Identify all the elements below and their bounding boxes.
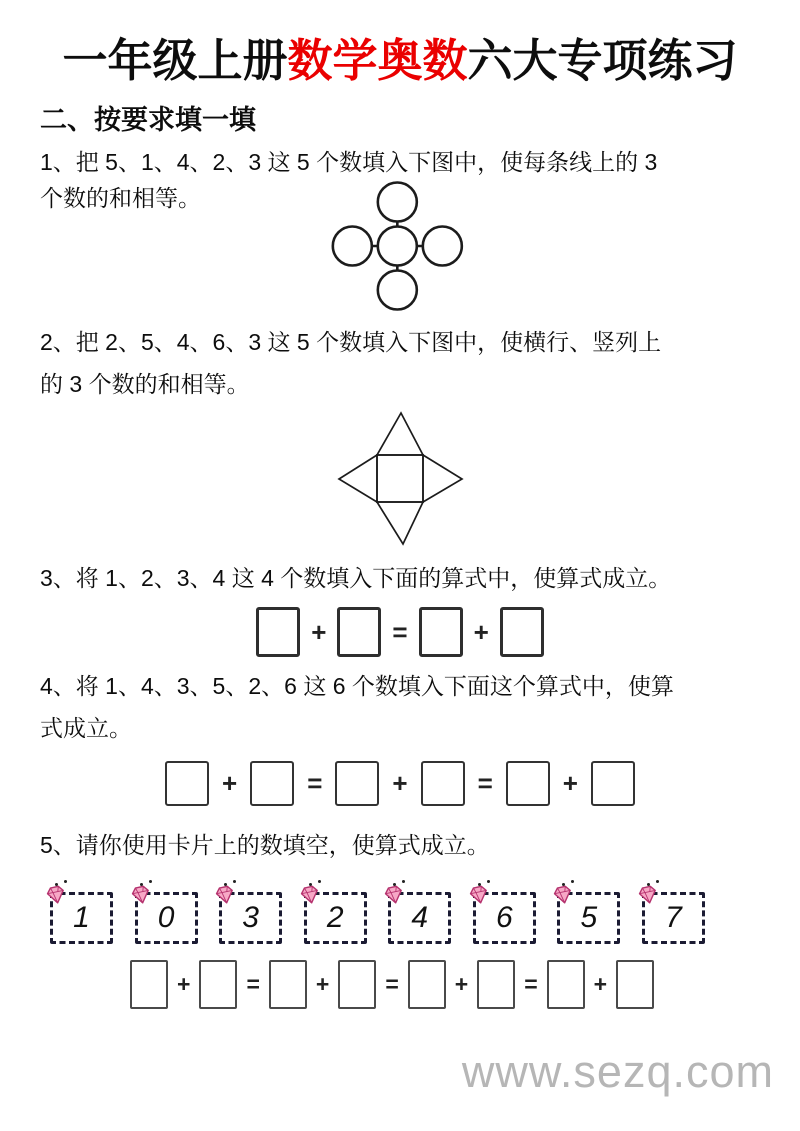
number-card [642, 892, 705, 944]
answer-box [500, 607, 544, 657]
answer-box [408, 960, 446, 1009]
operator-equals: = [524, 971, 538, 998]
answer-box [337, 607, 381, 657]
site-watermark: www.sezq.com [461, 1046, 774, 1097]
operator-plus: + [222, 768, 238, 799]
answer-box [591, 761, 635, 806]
number-card [219, 892, 282, 944]
circle-bottom [378, 271, 417, 310]
gem-icon [213, 885, 237, 905]
circle-connectors [372, 222, 423, 271]
number-card [304, 892, 367, 944]
card-digit: 0 [157, 901, 175, 935]
square-with-triangles-diagram [331, 405, 469, 549]
answer-box [338, 960, 376, 1009]
question-3-equation [40, 607, 760, 657]
card-digit: 2 [326, 901, 344, 935]
question-3-line-1: 3、将 1、2、3、4 这 4 个数填入下面的算式中，使算式成立。 [40, 565, 672, 592]
question-1-line-2: 个数的和相等。 [40, 185, 201, 212]
question-2-line-1: 2、把 2、5、4、6、3 这 5 个数填入下图中，使横行、竖列上 [40, 329, 662, 356]
number-cards-row [50, 892, 705, 944]
number-card [388, 892, 451, 944]
card-digit: 1 [73, 901, 90, 935]
circle-top [378, 183, 417, 222]
question-4-line-2: 式成立。 [40, 715, 132, 742]
operator-plus: + [311, 616, 327, 647]
question-4-line-1: 4、将 1、4、3、5、2、6 这 6 个数填入下面这个算式中，使算 [40, 673, 674, 700]
triangle-bottom [377, 502, 423, 544]
gem-icon [129, 885, 153, 905]
question-1-diagram-block [40, 179, 760, 321]
answer-box [477, 960, 515, 1009]
number-card [135, 892, 198, 944]
operator-plus: + [177, 971, 191, 998]
circle-right [423, 227, 462, 266]
operator-equals: = [477, 768, 493, 799]
title-prefix: 一年级上册 [62, 35, 288, 86]
answer-box [419, 607, 463, 657]
answer-box [165, 761, 209, 806]
answer-box [199, 960, 237, 1009]
answer-box [130, 960, 168, 1009]
question-2-line-2: 的 3 个数的和相等。 [40, 371, 250, 398]
answer-box [547, 960, 585, 1009]
operator-plus: + [315, 971, 330, 998]
sparkle-dots [309, 883, 312, 886]
operator-plus: + [562, 768, 578, 799]
answer-box [335, 761, 379, 806]
operator-plus: + [392, 768, 408, 799]
operator-plus: + [473, 616, 489, 647]
gem-icon [467, 885, 491, 905]
operator-plus: + [454, 971, 469, 998]
gem-icon [636, 885, 660, 905]
operator-equals: = [307, 768, 323, 799]
number-card [473, 892, 536, 944]
question-5-equation [130, 960, 760, 1009]
gem-icon [551, 885, 575, 905]
operator-equals: = [385, 971, 399, 998]
answer-box [616, 960, 654, 1009]
center-square [377, 455, 423, 502]
sparkle-dots [140, 883, 143, 886]
question-1-line-1: 1、把 5、1、4、2、3 这 5 个数填入下图中，使每条线上的 3 [40, 149, 658, 175]
circle-left [333, 227, 372, 266]
card-digit: 3 [242, 901, 259, 935]
answer-box [421, 761, 465, 806]
question-2-diagram-block [40, 405, 760, 553]
answer-box [269, 960, 307, 1009]
triangle-top [377, 413, 423, 455]
section-heading: 二、按要求填一填 [40, 105, 256, 135]
circle-center [378, 227, 417, 266]
gem-icon [298, 885, 322, 905]
card-digit: 4 [411, 901, 429, 935]
number-card [50, 892, 113, 944]
title-highlight: 数学奥数 [287, 35, 468, 86]
page-title [40, 34, 760, 88]
card-digit: 6 [495, 901, 513, 935]
operator-equals: = [392, 616, 408, 647]
operator-plus: + [593, 971, 608, 998]
answer-box [506, 761, 550, 806]
card-digit: 7 [665, 901, 682, 935]
question-4-equation [40, 761, 760, 806]
gem-icon [382, 885, 406, 905]
answer-box [250, 761, 294, 806]
triangle-right [423, 455, 462, 502]
title-suffix: 六大专项练习 [467, 35, 738, 86]
answer-box [256, 607, 300, 657]
triangle-left [339, 455, 377, 502]
operator-equals: = [246, 971, 260, 998]
number-card [557, 892, 620, 944]
question-5-line-1: 5、请你使用卡片上的数填空，使算式成立。 [40, 832, 490, 859]
card-digit: 5 [580, 901, 598, 935]
five-circles-diagram [330, 179, 464, 313]
gem-icon [44, 885, 68, 905]
